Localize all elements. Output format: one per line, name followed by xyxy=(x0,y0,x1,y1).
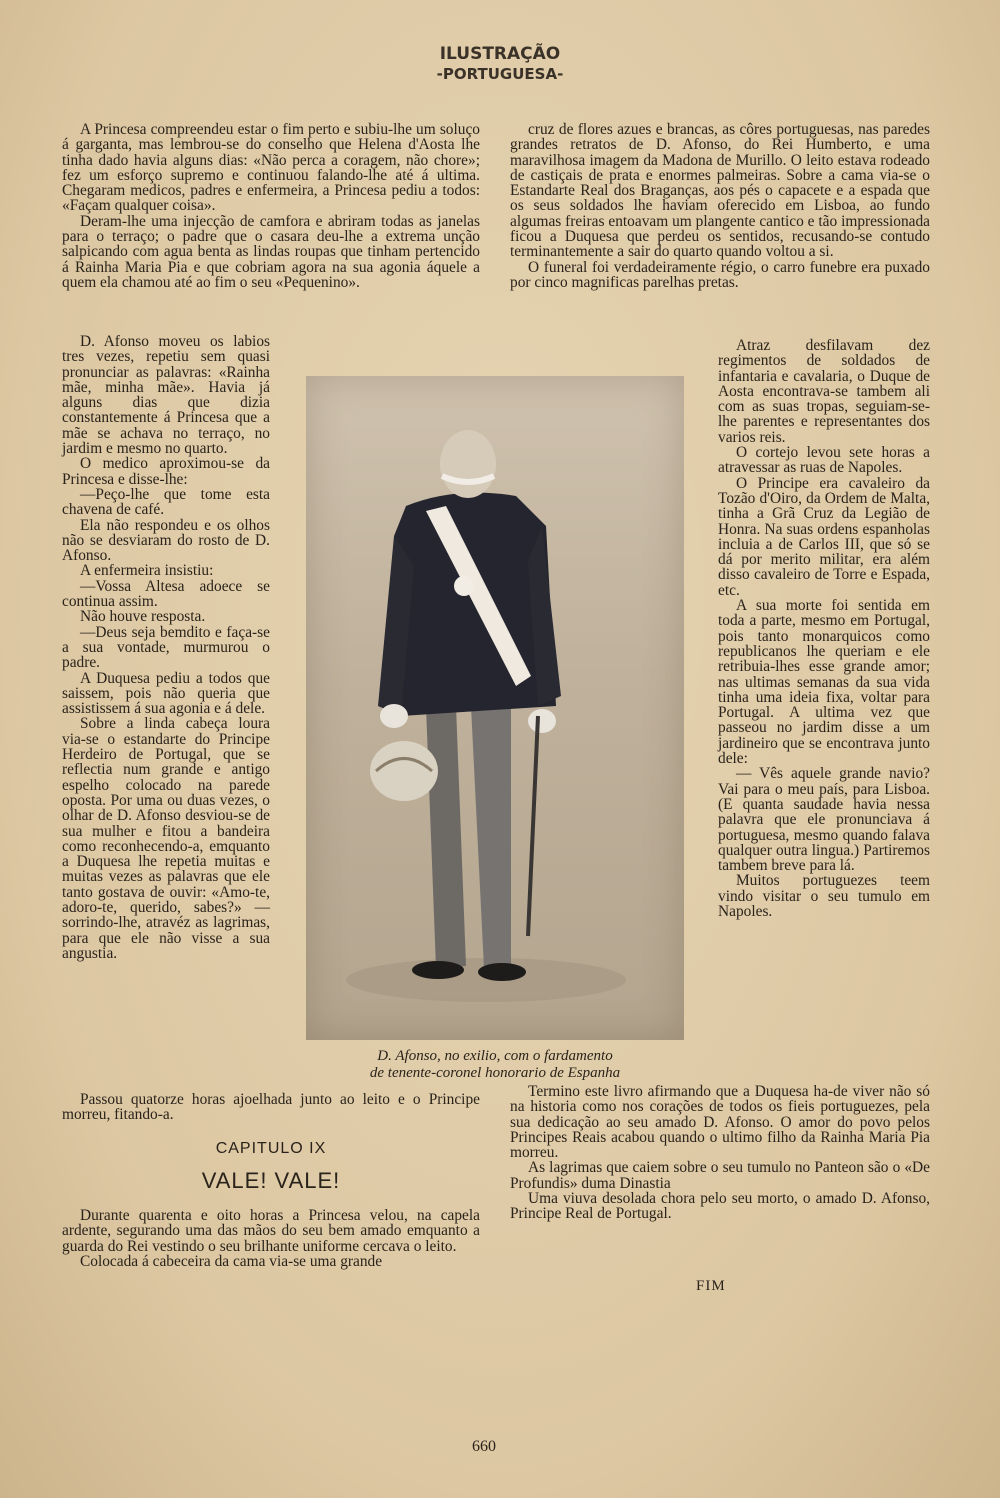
paragraph: A Princesa compreendeu estar o fim perto e subiu-lhe um soluço á garganta, mas lembrou-se do conselho que Helena d'Aosta lhe tinha dado havia alguns dias: «Não perca a coragem, não chore»; fez um esforço supremo e continuou falando-lhe até á ultima. Chegaram medicos, padres e enfermeira, a Princesa pediu a todos: «Façam qualquer coisa». xyxy=(62,121,480,215)
masthead-line-2: -PORTUGUESA- xyxy=(436,65,564,83)
paragraph: —Vossa Altesa adoece se continua assim. xyxy=(62,577,270,611)
paragraph: Não houve resposta. xyxy=(80,608,206,626)
paragraph: Muitos portuguezes teem vindo visitar o seu tumulo em Napoles. xyxy=(718,872,930,920)
paragraph: —Peço-lhe que tome esta chavena de café. xyxy=(62,485,270,519)
paragraph: — Vês aquele grande navio? Vai para o meu país, para Lisboa. (E quanta saudade havia nessa palavra que ele pronunciava á portuguesa, mesmo quando falava qualquer outra lingua.) Partiremos tambem breve para lá. xyxy=(718,765,930,875)
paragraph: O funeral foi verdadeiramente régio, o carro funebre era puxado por cinco magnificas parelhas pretas. xyxy=(510,258,930,291)
paragraph: A enfermeira insistiu: xyxy=(80,562,214,580)
caption-line-1: D. Afonso, no exilio, com o fardamento xyxy=(377,1048,613,1064)
paragraph: D. Afonso moveu os labios tres vezes, repetiu sem quasi pronunciar as palavras: «Rainha mãe, minha mãe». Havia já alguns dias que dizia constantemente á Princesa que a mãe se achava no terraço, no jardim e mesmo no quarto. xyxy=(62,333,270,458)
paragraph: Sobre a linda cabeça loura via-se o estandarte do Principe Herdeiro de Portugal, que se reflectia num grande e antigo espelho colocado na parede oposta. Por uma ou duas vezes, o olhar de D. Afonso desviou-se de sua mulher e fitou a bandeira como reconhecendo-a, emquanto a Duquesa lhe repetia muitas e muitas vezes as palavras que ele tanto gostava de ouvir: «Amo-te, adoro-te, querido, sabes?» —sorrindo-lhe, atravéz as lagrimas, para que ele não visse a sua angustia. xyxy=(62,715,270,962)
paragraph: Deram-lhe uma injecção de camfora e abriram todas as janelas para o terraço; o padre que o casara deu-lhe a extrema unção salpicando com agua benta as lindas roupas que tinham pertencido á Rainha Maria Pia e que cobriam agora na sua agonia áquele a quem ela chamou até ao fim o seu «Pequenino». xyxy=(62,212,480,291)
masthead-logo xyxy=(420,44,580,92)
paragraph: A sua morte foi sentida em toda a parte, mesmo em Portugal, pois tanto monarquicos como republicanos lhe queriam e ele retribuia-lhes esse grande amor; nas ultimas semanas da sua vida tinha uma ideia fixa, voltar para Portugal. A ultima vez que passeou no jardim disse a um jardineiro que se encontrava junto dele: xyxy=(718,597,930,768)
portrait-figure xyxy=(306,376,684,1040)
paragraph: Termino este livro afirmando que a Duquesa ha-de viver não só na historia como nos corações de todos os fieis portuguezes, pela sua dedicação ao seu amado D. Afonso. O amor do povo pelos Principes Reais acabou quando o ultimo filho da Rainha Maria Pia morreu. xyxy=(510,1083,930,1162)
end-marker: FIM xyxy=(696,1278,726,1294)
paragraph: A Duquesa pediu a todos que saissem, pois não queria que assistissem á sua agonia e á dele. xyxy=(62,669,270,718)
right-column-bottom xyxy=(510,1084,930,1222)
paragraph: O medico aproximou-se da Princesa e disse-lhe: xyxy=(62,455,270,488)
chapter-number: CAPITULO IX xyxy=(215,1140,327,1157)
right-column-top xyxy=(510,122,930,290)
paragraph: —Deus seja bemdito e faça-se a sua vontade, murmurou o padre. xyxy=(62,623,270,672)
paragraph: Ela não respondeu e os olhos não se desviaram do rosto de D. Afonso. xyxy=(62,516,270,565)
paragraph: Uma viuva desolada chora pelo seu morto, o amado D. Afonso, Principe Real de Portugal. xyxy=(510,1190,930,1223)
paragraph: Colocada á cabeceira da cama via-se uma grande xyxy=(80,1252,383,1270)
page-number: 660 xyxy=(472,1438,496,1455)
paragraph: Passou quatorze horas ajoelhada junto ao leito e o Principe morreu, fitando-a. xyxy=(62,1091,480,1124)
paragraph: O Principe era cavaleiro da Tozão d'Oiro, da Ordem de Malta, tinha a Grã Cruz da Legião de Honra. Na suas ordens espanholas incluia a de Carlos III, que só se dá por merito militar, era além disso cavaleiro de Torre e Espada, etc. xyxy=(718,474,930,599)
masthead-line-1: ILUSTRAÇÃO xyxy=(439,44,561,64)
left-column-top xyxy=(62,122,480,290)
paragraph: As lagrimas que caiem sobre o seu tumulo no Panteon são o «De Profundis» duma Dinastia xyxy=(510,1159,930,1192)
right-column-beside-photo xyxy=(718,338,930,1090)
paragraph: Durante quarenta e oito horas a Princesa velou, na capela ardente, segurando uma das mãos do seu bem amado emquanto a guarda do Rei vestindo o seu brilhante uniforme cercava o leito. xyxy=(62,1207,480,1255)
paragraph: Atraz desfilavam dez regimentos de soldados de infantaria e cavalaria, o Duque de Aosta encontrava-se tambem ali com as suas tropas, seguiam-se-lhe parentes e representantes dos varios reis. xyxy=(718,337,930,446)
left-column-beside-photo xyxy=(62,334,270,1094)
left-column-bottom xyxy=(62,1092,480,1123)
caption-line-2: de tenente-coronel honorario de Espanha xyxy=(369,1065,621,1081)
paragraph: O cortejo levou sete horas a atravessar as ruas de Napoles. xyxy=(718,444,930,477)
chapter-body xyxy=(62,1208,480,1269)
photo-caption xyxy=(300,1048,690,1082)
chapter-title: VALE! VALE! xyxy=(201,1168,341,1193)
paragraph: cruz de flores azues e brancas, as côres portuguesas, nas paredes grandes retratos de D. Afonso, do Rei Humberto, e uma maravilhosa imagem da Madona de Murillo. O leito estava rodeado de castiçais de prata e enormes palmeiras. Sobre a cama via-se o Estandarte Real dos Braganças, aos pés o capacete e a espada que os seus soldados lhe haviam oferecido em Lisboa, ao fundo algumas freiras entoavam um plangente cantico e tão impressionada ficou a Duquesa que perdeu os sentidos, recusando-se contudo terminantemente a sair do quarto quando voltou a si. xyxy=(510,121,930,261)
portrait-photo xyxy=(306,376,684,1040)
